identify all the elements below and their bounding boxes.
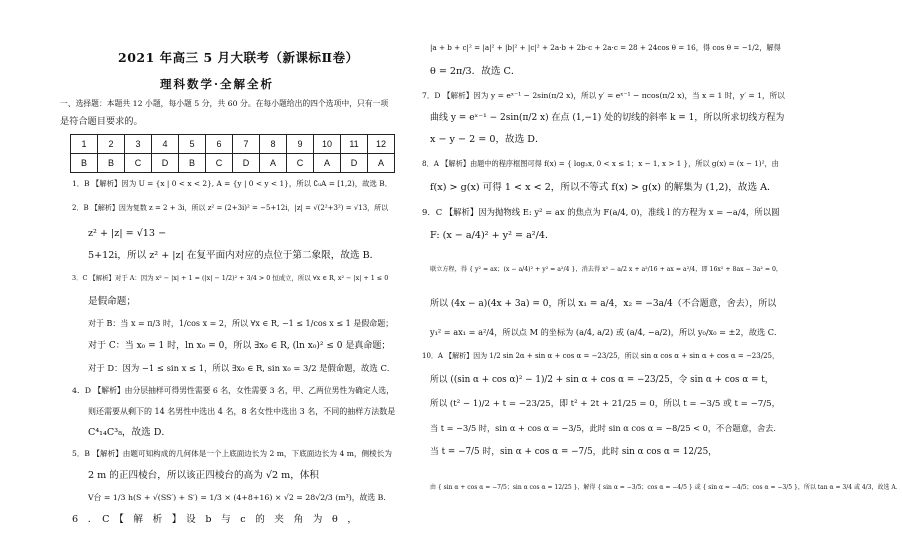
solution-line: 是假命题； bbox=[88, 296, 136, 307]
table-cell: A bbox=[260, 154, 287, 173]
solution-line: 6 ． C 【 解 析 】 设 b 与 c 的 夹 角 为 θ ， bbox=[72, 514, 357, 525]
solution-line: 当 t = −7/5 时，sin α + cos α = −7/5，此时 sin α cos α = 12/25， bbox=[430, 447, 717, 457]
table-cell: 6 bbox=[206, 135, 233, 154]
table-cell: 10 bbox=[314, 135, 341, 154]
table-cell: 11 bbox=[341, 135, 368, 154]
solution-line: f(x) > g(x) 可得 1 < x < 2，所以不等式 f(x) > g(x) 的解集为 (1,2)，故选 A． bbox=[430, 182, 777, 193]
answer-table-answer-row bbox=[71, 154, 395, 173]
solution-line: 7．D 【解析】因为 y = eˣ⁻¹ − 2sin(π/2 x)，所以 y′ = eˣ⁻¹ − πcos(π/2 x)，当 x = 1 时，y′ = 1，所以 bbox=[422, 91, 785, 100]
solution-line: x − y − 2 = 0，故选 D． bbox=[430, 134, 545, 145]
table-cell: 4 bbox=[152, 135, 179, 154]
solution-line: 则还需要从剩下的 14 名男性中选出 4 名，8 名女性中选出 3 名，不同的抽样方法数是 bbox=[88, 407, 396, 416]
solution-line: 对于 C：当 x₀ = 1 时，ln x₀ = 0，所以 ∃x₀ ∈ R, (ln x₀)² ≤ 0 是真命题； bbox=[88, 341, 391, 351]
table-cell: 1 bbox=[71, 135, 98, 154]
table-cell: B bbox=[71, 154, 98, 173]
table-cell: D bbox=[152, 154, 179, 173]
table-cell: 8 bbox=[260, 135, 287, 154]
solution-line: 5．B 【解析】由题可知构成的几何体是一个上底面边长为 2 m，下底面边长为 4 m，侧棱长为 bbox=[72, 449, 392, 458]
table-cell: B bbox=[98, 154, 125, 173]
solution-line: 9．C 【解析】因为抛物线 E: y² = ax 的焦点为 F(a/4, 0)，准线 l 的方程为 x = −a/4，所以圆 bbox=[422, 207, 780, 217]
table-cell: 9 bbox=[287, 135, 314, 154]
answer-table bbox=[70, 134, 395, 173]
page-title: 2021 年高三 5 月大联考（新课标Ⅱ卷） bbox=[118, 50, 359, 65]
table-cell: 7 bbox=[233, 135, 260, 154]
solution-line: 8．A 【解析】由题中的程序框图可得 f(x) = { log₂x, 0 < x ≤ 1；x − 1, x > 1 }，所以 g(x) = (x − 1)²，由 bbox=[422, 159, 779, 168]
section-intro-line2: 是符合题目要求的。 bbox=[60, 116, 143, 127]
solution-line: 1．B 【解析】因为 U = {x | 0 < x < 2}, A = {y | 0 < y < 1}，所以 ∁ᵤA = [1,2)，故选 B． bbox=[72, 179, 393, 188]
right-column bbox=[412, 0, 902, 560]
table-cell: A bbox=[368, 154, 395, 173]
solution-line: C⁴₁₄C³₈，故选 D． bbox=[88, 427, 172, 438]
solution-line: 4．D 【解析】由分层抽样可得男性需要 6 名，女性需要 3 名，甲、乙两位男性为确定人选， bbox=[72, 386, 395, 395]
answer-table-number-row bbox=[71, 135, 395, 154]
solution-line: 所以 (t² − 1)/2 + t = −23/25，即 t² + 2t + 21/25 = 0，所以 t = −3/5 或 t = −7/5， bbox=[430, 399, 781, 409]
solution-line: 对于 B：当 x = π/3 时，1/cos x = 2，所以 ∀x ∈ R, −1 ≤ 1/cos x ≤ 1 是假命题； bbox=[88, 319, 394, 328]
table-cell: D bbox=[341, 154, 368, 173]
solution-line: 对于 D：因为 −1 ≤ sin x ≤ 1，所以 ∃x₀ ∈ R, sin x₀ = 3/2 是假命题，故选 C． bbox=[88, 363, 396, 373]
table-cell: C bbox=[125, 154, 152, 173]
table-cell: C bbox=[287, 154, 314, 173]
section-intro-line1: 一、选择题：本题共 12 小题，每小题 5 分，共 60 分。在每小题给出的四个选项中，只有一项 bbox=[60, 99, 389, 108]
table-cell: A bbox=[314, 154, 341, 173]
solution-line: 联立方程，得 { y² = ax；(x − a/4)² + y² = a²/4 }，消去得 x² − a/2 x + a²/16 + ax = a²/4，即 16x² + 8ax − 3a² = 0， bbox=[430, 266, 783, 273]
solution-line: |a + b + c|² = |a|² + |b|² + |c|² + 2a·b + 2b·c + 2a·c = 28 + 24cos θ = 16，得 cos θ = −1/2，解得 bbox=[430, 43, 781, 52]
solution-line: 2 m 的正四棱台，所以该正四棱台的高为 √2 m，体积 bbox=[88, 470, 319, 481]
solution-line: y₁² = ax₁ = a²/4，所以点 M 的坐标为 (a/4, a/2) 或 (a/4, −a/2)，所以 y₀/x₀ = ±2，故选 C． bbox=[430, 327, 783, 337]
solution-line: 由 { sin α + cos α = −7/5；sin α cos α = 12/25 }，解得 { sin α = −3/5；cos α = −4/5 } 或 { sin α = −4/5；cos α = −3/5 }，所以 tan α = 3/4 或 4/3，故选 A． bbox=[430, 484, 902, 491]
solution-line: 10．A 【解析】因为 1/2 sin 2α + sin α + cos α = −23/25，所以 sin α cos α + sin α + cos α = −23/25， bbox=[422, 352, 779, 360]
solution-line: 2．B 【解析】因为复数 z = 2 + 3i，所以 z² = (2+3i)² = −5+12i，|z| = √(2²+3²) = √13，所以 bbox=[72, 204, 389, 212]
table-cell: B bbox=[179, 154, 206, 173]
table-cell: D bbox=[233, 154, 260, 173]
table-cell: 3 bbox=[125, 135, 152, 154]
solution-line: θ = 2π/3．故选 C． bbox=[430, 66, 521, 77]
solution-line: z² + |z| = √13 − bbox=[88, 228, 167, 239]
table-cell: 5 bbox=[179, 135, 206, 154]
table-cell: 2 bbox=[98, 135, 125, 154]
solution-line: V台 = 1/3 h(S + √(SS′) + S′) = 1/3 × (4+8+16) × √2 = 28√2/3 (m³)，故选 B． bbox=[88, 493, 392, 502]
solution-line: 曲线 y = eˣ⁻¹ − 2sin(π/2 x) 在点 (1,−1) 处的切线的斜率 k = 1，所以所求切线方程为 bbox=[430, 113, 785, 123]
solution-line: 5+12i，所以 z² + |z| 在复平面内对应的点位于第二象限，故选 B． bbox=[88, 250, 380, 261]
solution-line: 所以 ((sin α + cos α)² − 1)/2 + sin α + cos α = −23/25，令 sin α + cos α = t， bbox=[430, 375, 774, 385]
solution-line: 3．C 【解析】对于 A：因为 x² − |x| + 1 = (|x| − 1/2)² + 3/4 > 0 恒成立，所以 ∀x ∈ R, x² − |x| + 1 ≤ 0 bbox=[72, 274, 389, 282]
left-column bbox=[0, 0, 400, 560]
table-cell: C bbox=[206, 154, 233, 173]
solution-line: 当 t = −3/5 时，sin α + cos α = −3/5，此时 sin α cos α = −8/25 < 0，不合题意，舍去． bbox=[430, 423, 782, 433]
solution-line: 所以 (4x − a)(4x + 3a) = 0，所以 x₁ = a/4，x₂ = −3a/4（不合题意，舍去），所以 bbox=[430, 299, 777, 309]
table-cell: 12 bbox=[368, 135, 395, 154]
page-subtitle: 理科数学·全解全析 bbox=[160, 77, 275, 91]
solution-line: F: (x − a/4)² + y² = a²/4． bbox=[430, 230, 555, 241]
